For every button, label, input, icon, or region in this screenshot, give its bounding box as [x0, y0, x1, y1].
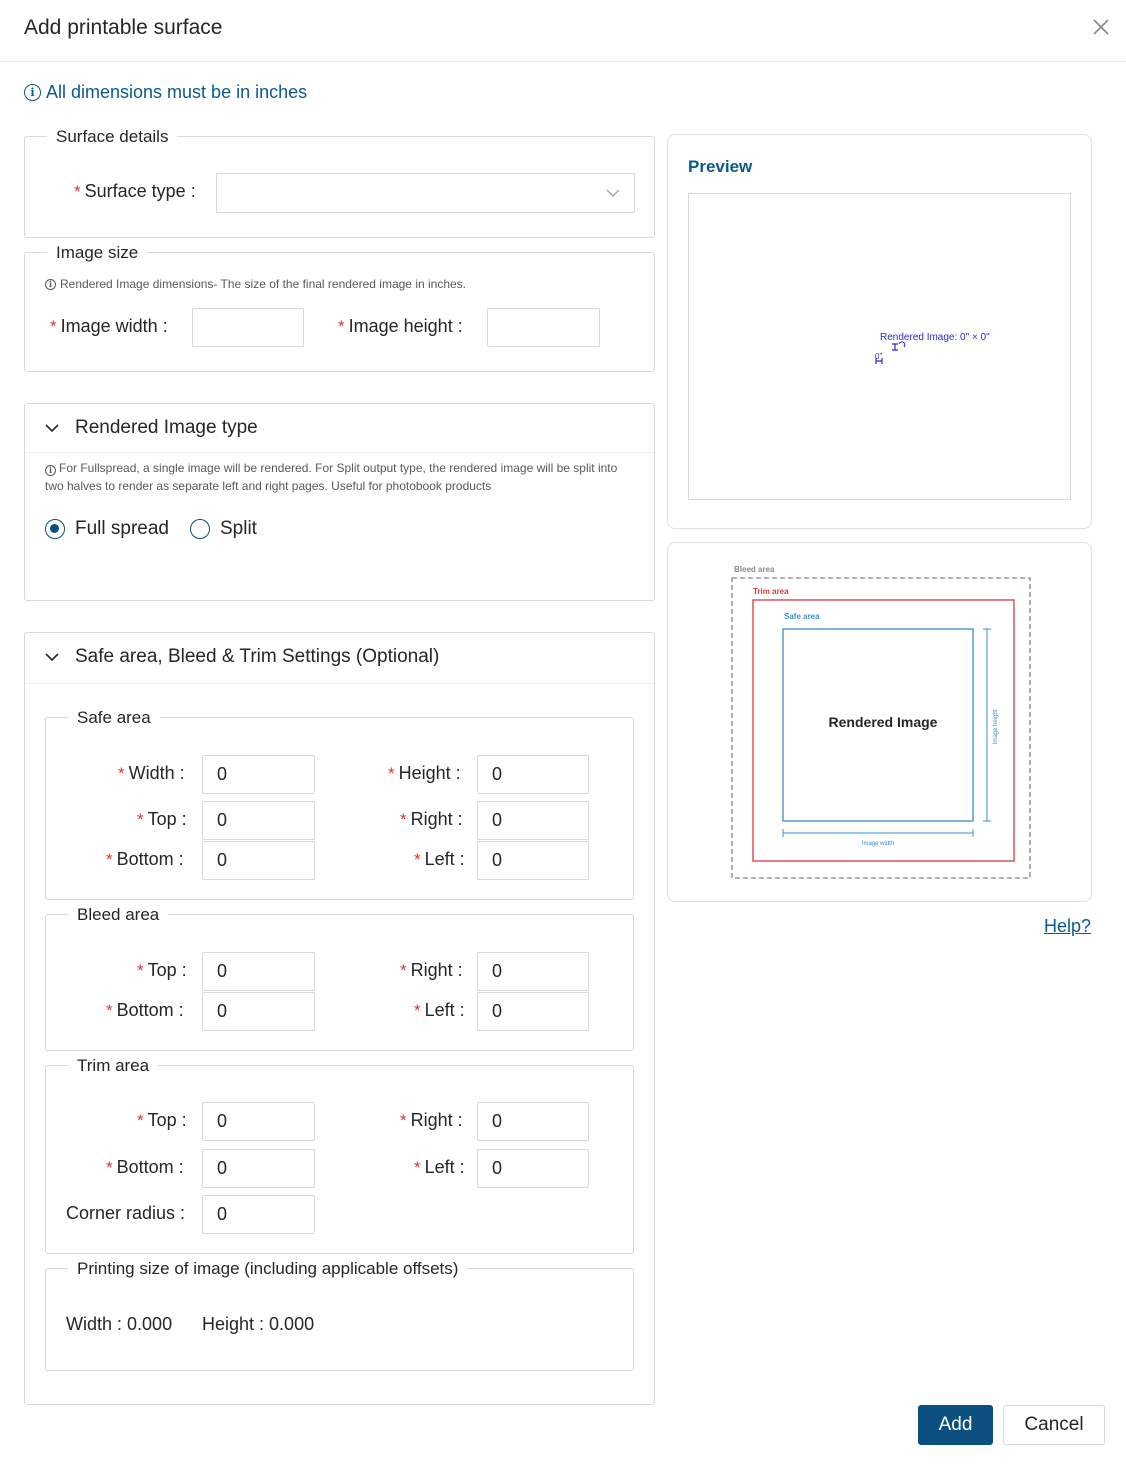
radio-split[interactable] — [190, 518, 257, 540]
radio-full-spread-dot[interactable] — [45, 519, 65, 539]
bleed-area-legend: Bleed area — [77, 905, 160, 924]
printing-height: Height : 0.000 — [202, 1314, 315, 1334]
diagram-trim-label: Trim area — [753, 587, 789, 596]
dialog-title: Add printable surface — [24, 16, 223, 39]
safe-left-input[interactable] — [477, 841, 589, 880]
preview-zero-label: 0" — [875, 352, 883, 361]
trim-right-input[interactable] — [477, 1102, 589, 1141]
dimensions-notice-text: All dimensions must be in inches — [46, 82, 308, 102]
trim-left-label: * Left : — [414, 1157, 465, 1177]
radio-full-spread[interactable] — [45, 518, 169, 540]
safe-right-label: * Right : — [400, 809, 463, 829]
safe-top-input[interactable] — [202, 801, 315, 840]
image-height-label: * Image height : — [338, 316, 463, 336]
safe-left-label: * Left : — [414, 849, 465, 869]
corner-radius-label: Corner radius : — [66, 1203, 186, 1223]
bleed-right-label: * Right : — [400, 960, 463, 980]
trim-top-label: * Top : — [137, 1110, 187, 1130]
rendered-type-title: Rendered Image type — [75, 417, 258, 438]
safe-right-input[interactable] — [477, 801, 589, 840]
cancel-button[interactable]: Cancel — [1003, 1405, 1105, 1445]
safe-height-input[interactable] — [477, 755, 589, 794]
preview-title: Preview — [688, 157, 753, 176]
preview-card — [667, 134, 1092, 529]
trim-bottom-input[interactable] — [202, 1149, 315, 1188]
trim-top-input[interactable] — [202, 1102, 315, 1141]
trim-left-input[interactable] — [477, 1149, 589, 1188]
rendered-type-hint: i For Fullspread, a single image will be rendered. For Split output type, the rendered image will be split into two halves to render as separate left and right pages. Useful for photobook products — [45, 461, 618, 493]
help-link[interactable]: Help? — [1044, 916, 1092, 936]
surface-type-label: * Surface type : — [74, 181, 196, 201]
diagram-height-label: Image height — [993, 709, 999, 745]
dialog-header — [0, 0, 1126, 62]
settings-header[interactable] — [25, 633, 654, 684]
diagram-center-label: Rendered Image — [828, 714, 938, 730]
surface-type-select[interactable] — [216, 173, 635, 213]
chevron-down-icon — [606, 186, 620, 200]
safe-top-label: * Top : — [137, 809, 187, 829]
surface-details-legend: Surface details — [56, 127, 169, 146]
info-icon: i — [45, 465, 56, 476]
preview-canvas — [688, 193, 1071, 500]
radio-split-label: Split — [220, 518, 257, 539]
rendered-type-header[interactable] — [25, 404, 654, 453]
diagram-trim-rect — [753, 600, 1014, 861]
image-size-legend: Image size — [56, 243, 139, 262]
chevron-down-icon — [45, 421, 59, 435]
preview-rendered-label: Rendered Image: 0" × 0" — [880, 332, 990, 343]
bleed-top-input[interactable] — [202, 952, 315, 991]
safe-bottom-input[interactable] — [202, 841, 315, 880]
printing-width: Width : 0.000 — [66, 1314, 173, 1334]
image-height-input[interactable] — [487, 308, 600, 347]
corner-radius-input[interactable] — [202, 1195, 315, 1234]
bleed-right-input[interactable] — [477, 952, 589, 991]
image-width-input[interactable] — [192, 308, 304, 347]
image-size-hint: i Rendered Image dimensions- The size of the final rendered image in inches. — [45, 275, 466, 293]
bleed-bottom-input[interactable] — [202, 992, 315, 1031]
safe-bottom-label: * Bottom : — [106, 849, 184, 869]
diagram-width-label: Image width — [861, 841, 895, 847]
safe-width-label: * Width : — [118, 763, 185, 783]
add-button[interactable]: Add — [918, 1405, 993, 1445]
trim-bottom-label: * Bottom : — [106, 1157, 184, 1177]
bleed-left-input[interactable] — [477, 992, 589, 1031]
diagram-bleed-label: Bleed area — [734, 565, 775, 574]
diagram-drawing — [668, 543, 1093, 903]
radio-full-spread-label: Full spread — [75, 518, 169, 539]
safe-width-input[interactable] — [202, 755, 315, 794]
image-width-label: * Image width : — [50, 316, 168, 336]
safe-height-label: * Height : — [388, 763, 461, 783]
trim-right-label: * Right : — [400, 1110, 463, 1130]
safe-area-legend: Safe area — [77, 708, 151, 727]
close-icon[interactable] — [1088, 14, 1114, 40]
rendered-type-panel — [24, 403, 655, 601]
diagram-card — [667, 542, 1092, 902]
info-icon: i — [24, 84, 41, 101]
preview-drawing — [689, 194, 1072, 501]
printing-size-legend: Printing size of image (including applicable offsets) — [77, 1259, 459, 1278]
info-icon: i — [45, 279, 56, 290]
preview-height-marker-icon — [892, 344, 898, 350]
chevron-down-icon — [45, 650, 59, 664]
diagram-safe-label: Safe area — [784, 612, 820, 621]
printing-width-value: 0.000 — [127, 1314, 173, 1334]
printing-height-value: 0.000 — [269, 1314, 315, 1334]
bleed-top-label: * Top : — [137, 960, 187, 980]
bleed-left-label: * Left : — [414, 1000, 465, 1020]
bleed-bottom-label: * Bottom : — [106, 1000, 184, 1020]
trim-area-legend: Trim area — [77, 1056, 150, 1075]
settings-title: Safe area, Bleed & Trim Settings (Optional) — [75, 646, 440, 667]
dimensions-notice — [24, 82, 307, 103]
radio-split-dot[interactable] — [190, 519, 210, 539]
